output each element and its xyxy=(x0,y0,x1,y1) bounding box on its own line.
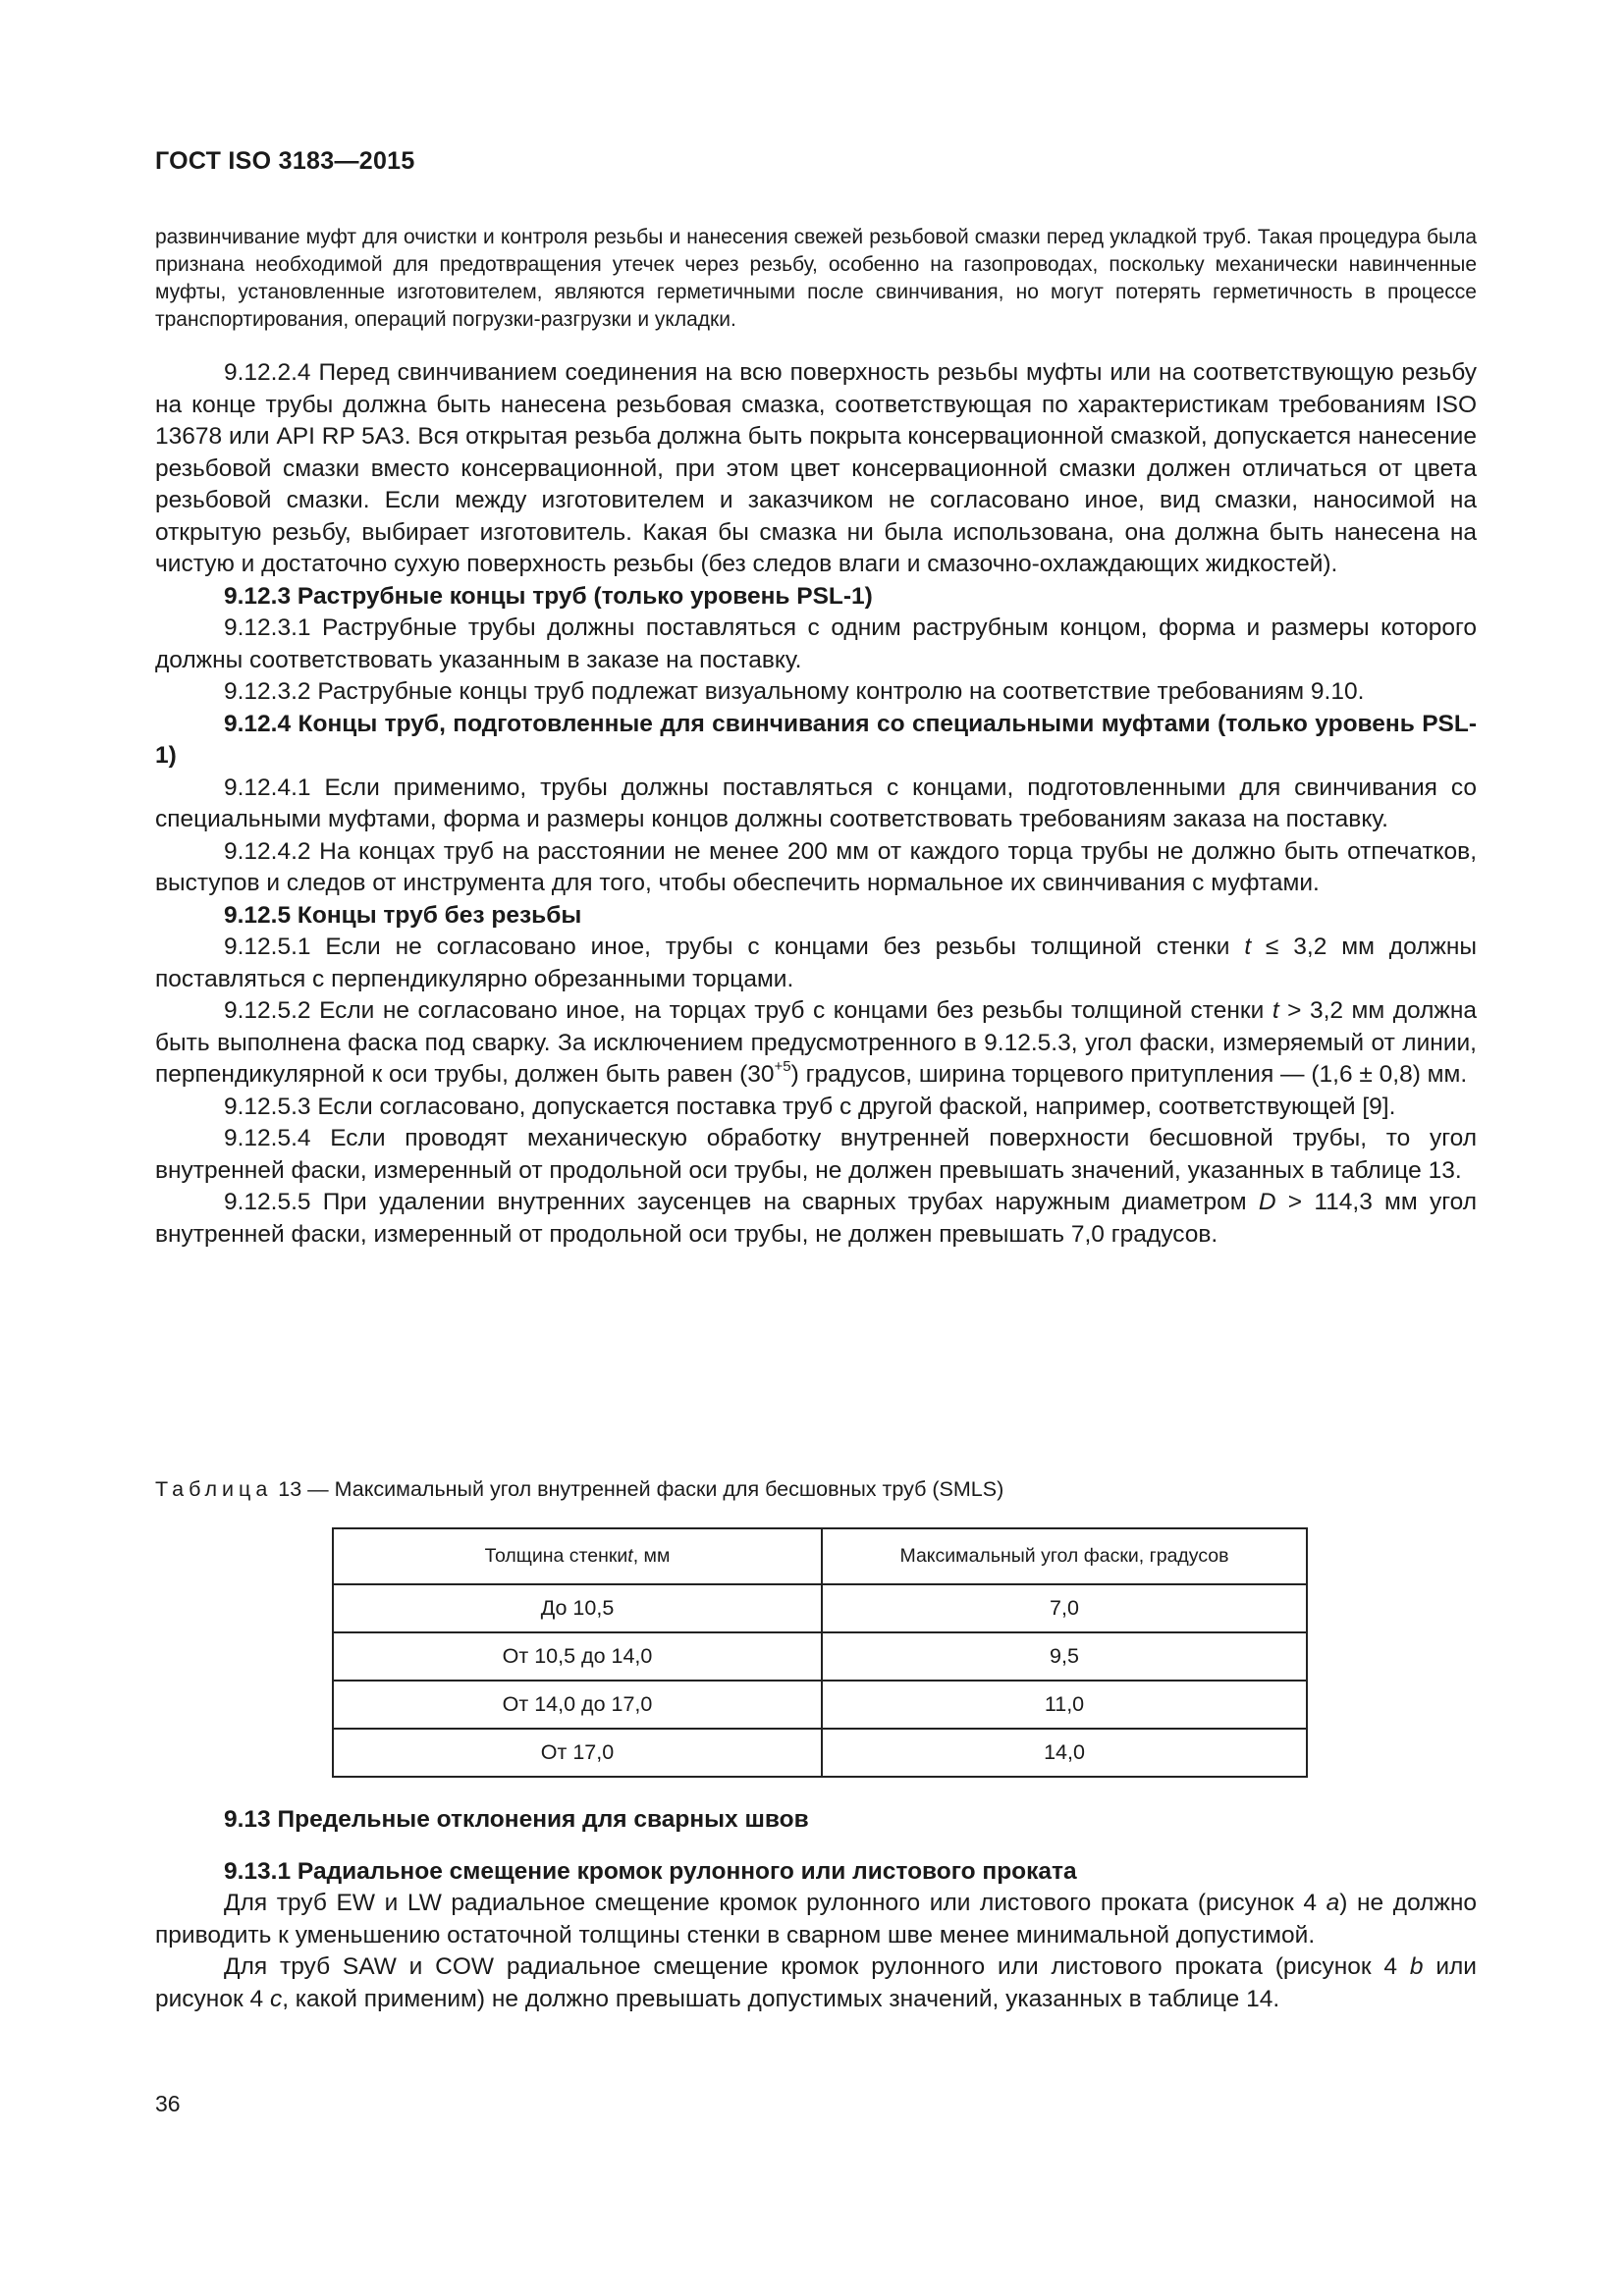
cell-angle: 9,5 xyxy=(822,1632,1307,1681)
paragraph-9-12-5-3: 9.12.5.3 Если согласовано, допускается поставка труб с другой фаской, например, соответствующей [9]. xyxy=(224,1093,1396,1120)
paragraph-9-12-5-4: 9.12.5.4 Если проводят механическую обработку внутренней поверхности бесшовной трубы, то угол внутренней фаски, измеренный от продольной оси трубы, не должен превышать значений, указанных в таблице 13. xyxy=(155,1125,1477,1184)
table-row xyxy=(333,1632,1307,1681)
cell-thickness: От 17,0 xyxy=(333,1729,822,1777)
table-row xyxy=(333,1584,1307,1632)
main-body xyxy=(155,357,1477,1251)
cell-angle: 11,0 xyxy=(822,1681,1307,1729)
table-13-caption: Таблица 13 — Максимальный угол внутренней фаски для бесшовных труб (SMLS) xyxy=(155,1477,1004,1501)
paragraph-9-12-4-1: 9.12.4.1 Если применимо, трубы должны поставляться с концами, подготовленными для свинчивания со специальными муфтами, форма и размеры концов должны соответствовать требованиям заказа на поставку. xyxy=(155,774,1477,832)
paragraph-9-13-1-a: Для труб EW и LW радиальное смещение кромок рулонного или листового проката (рисунок 4 a) не должно приводить к уменьшению остаточной толщины стенки в сварном шве менее минимальной допустимой. xyxy=(155,1890,1477,1949)
paragraph-9-12-5-2: 9.12.5.2 Если не согласовано иное, на торцах труб с концами без резьбы толщиной стенки t > 3,2 мм должна быть выполнена фаска под сварку. За исключением предусмотренного в 9.12.5.3, угол фаски, измеряемый от линии, перпендикулярной к оси трубы, должен быть равен $(30^{+5})$ градусов, ширина торцевого притупления — (1,6 ± 0,8) мм. xyxy=(155,997,1477,1088)
heading-9-12-3: 9.12.3 Раструбные концы труб (только уровень PSL-1) xyxy=(224,582,873,610)
page-number: 36 xyxy=(155,2091,181,2116)
section-9-13 xyxy=(155,1804,1477,2015)
table-header-row xyxy=(333,1528,1307,1584)
note-paragraph xyxy=(155,224,1477,334)
heading-9-12-5: 9.12.5 Концы труб без резьбы xyxy=(224,901,582,929)
heading-9-13: 9.13 Предельные отклонения для сварных швов xyxy=(224,1806,809,1833)
table-13 xyxy=(332,1527,1308,1778)
col-thickness-header: Толщина стенкиt, мм xyxy=(333,1528,822,1584)
paragraph-9-12-4-2: 9.12.4.2 На концах труб на расстоянии не менее 200 мм от каждого торца трубы не должно быть отпечатков, выступов и следов от инструмента для того, чтобы обеспечить нормальное их свинчивания с муфтами. xyxy=(155,837,1477,896)
note-text: развинчивание муфт для очистки и контроля резьбы и нанесения свежей резьбовой смазки перед укладкой труб. Такая процедура была признана необходимой для предотвращения утечек через резьбу, особенно на газопроводах, поскольку механически навинченные муфты, установленные изготовителем, являются герметичными после свинчивания, но могут потерять герметичность в процессе транспортирования, операций погрузки-разгрузки и укладки. xyxy=(155,226,1477,331)
paragraph-9-12-3-2: 9.12.3.2 Раструбные концы труб подлежат визуальному контролю на соответствие требованиям 9.10. xyxy=(224,678,1365,705)
table-row xyxy=(333,1681,1307,1729)
paragraph-9-12-2-4: 9.12.2.4 Перед свинчиванием соединения на всю поверхность резьбы муфты или на соответствующую резьбу на конце трубы должна быть нанесена резьбовая смазка, соответствующая по характеристикам требованиям ISO 13678 или API RP 5A3. Вся открытая резьба должна быть покрыта консервационной смазкой, допускается нанесение резьбовой смазки вместо консервационной, при этом цвет консервационной смазки должен отличаться от цвета резьбовой смазки. Если между изготовителем и заказчиком не согласовано иное, вид смазки, наносимой на открытую резьбу, выбирает изготовитель. Какая бы смазка ни была использована, она должна быть нанесена на чистую и достаточно сухую поверхность резьбы (без следов влаги и смазочно-охлаждающих жидкостей). xyxy=(155,359,1477,577)
paragraph-9-12-5-1: 9.12.5.1 Если не согласовано иное, трубы с концами без резьбы толщиной стенки t ≤ 3,2 мм должны поставляться с перпендикулярно обрезанными торцами. xyxy=(155,934,1477,992)
cell-thickness: От 10,5 до 14,0 xyxy=(333,1632,822,1681)
table-row xyxy=(333,1729,1307,1777)
cell-angle: 7,0 xyxy=(822,1584,1307,1632)
col-angle-header: Максимальный угол фаски, градусов xyxy=(822,1528,1307,1584)
heading-9-12-4: 9.12.4 Концы труб, подготовленные для свинчивания со специальными муфтами (только уровень PSL-1) xyxy=(155,710,1477,769)
cell-angle: 14,0 xyxy=(822,1729,1307,1777)
document-header: ГОСТ ISO 3183—2015 xyxy=(155,147,415,175)
paragraph-9-13-1-b: Для труб SAW и COW радиальное смещение кромок рулонного или листового проката (рисунок 4 b или рисунок 4 c, какой применим) не должно превышать допустимых значений, указанных в таблице 14. xyxy=(155,1953,1477,2012)
cell-thickness: От 14,0 до 17,0 xyxy=(333,1681,822,1729)
paragraph-9-12-3-1: 9.12.3.1 Раструбные трубы должны поставляться с одним раструбным концом, форма и размеры которого должны соответствовать указанным в заказе на поставку. xyxy=(155,614,1477,673)
heading-9-13-1: 9.13.1 Радиальное смещение кромок рулонного или листового проката xyxy=(224,1857,1077,1885)
paragraph-9-12-5-5: 9.12.5.5 При удалении внутренних заусенцев на сварных трубах наружным диаметром D > 114,3 мм угол внутренней фаски, измеренный от продольной оси трубы, не должен превышать 7,0 градусов. xyxy=(155,1189,1478,1248)
cell-thickness: До 10,5 xyxy=(333,1584,822,1632)
